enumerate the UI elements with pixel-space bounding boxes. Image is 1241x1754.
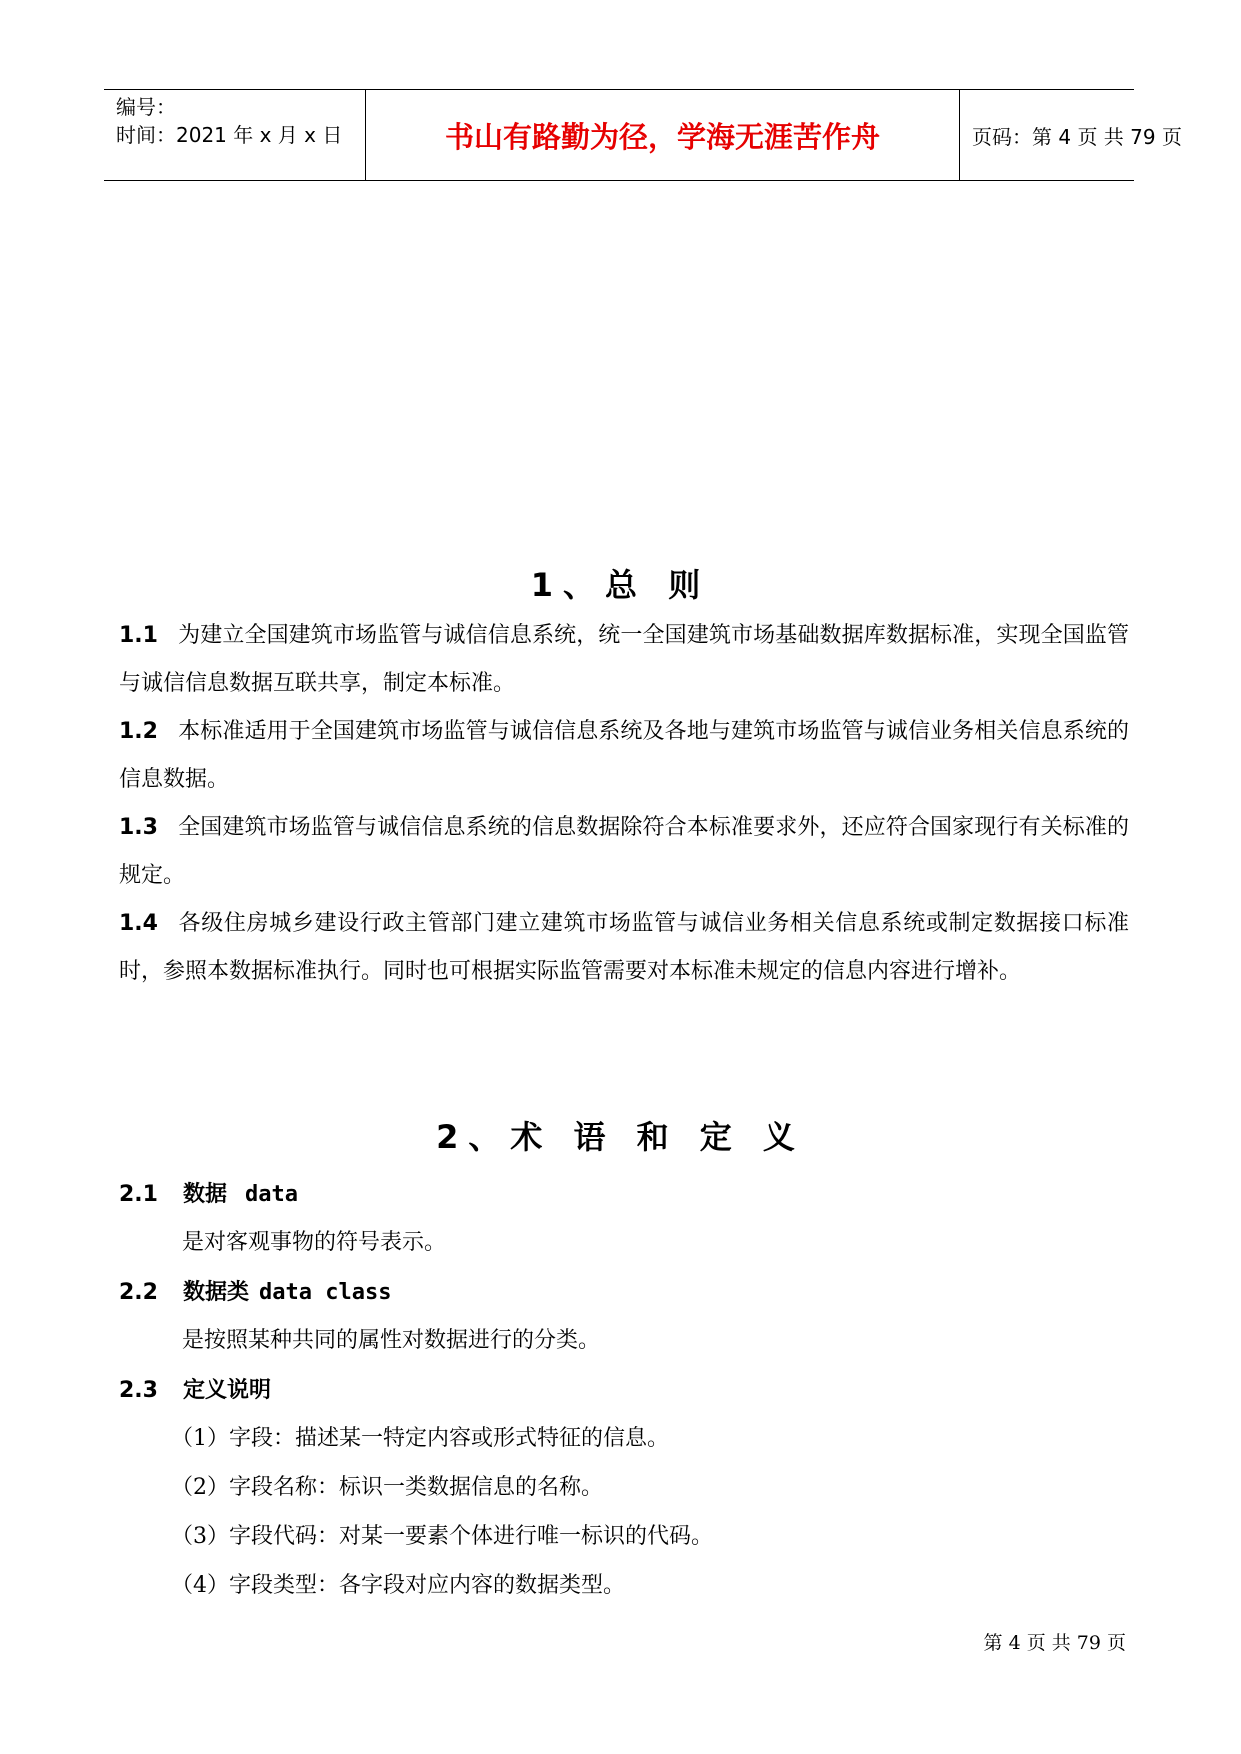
header-motto: 书山有路勤为径，学海无涯苦作舟: [366, 90, 960, 180]
paragraph-1-2: [119, 708, 1129, 804]
document-time: 时间：2021 年 x 月 x 日: [116, 123, 343, 147]
section-2-heading: 2、术 语 和 定 义: [436, 1118, 805, 1156]
term-2-2: [119, 1275, 391, 1306]
paragraph-1-1: [119, 612, 1129, 708]
paragraph-1-4: [119, 900, 1129, 996]
paragraph-text: 全国建筑市场监管与诚信信息系统的信息数据除符合本标准要求外，还应符合国家现行有关标准的规定。: [119, 815, 1129, 888]
term-number: 2.3: [119, 1378, 158, 1403]
footer-page-number: 第 4 页 共 79 页: [983, 1632, 1126, 1654]
paragraph-number: 1.2: [119, 719, 158, 744]
definition-item-2: （2）字段名称：标识一类数据信息的名称。: [171, 1475, 603, 1500]
paragraph-text: 本标准适用于全国建筑市场监管与诚信信息系统及各地与建筑市场监管与诚信业务相关信息系统的信息数据。: [119, 719, 1129, 792]
paragraph-number: 1.3: [119, 815, 158, 840]
term-name-en: data class: [259, 1280, 392, 1305]
definition-item-1: （1）字段：描述某一特定内容或形式特征的信息。: [171, 1426, 669, 1451]
definition-item-4: （4）字段类型：各字段对应内容的数据类型。: [171, 1573, 625, 1598]
header-page-number: 页码：第 4 页 共 79 页: [972, 124, 1182, 149]
term-name-zh: 数据类: [183, 1280, 250, 1305]
term-2-1-description: 是对客观事物的符号表示。: [182, 1230, 447, 1255]
term-2-3: [119, 1373, 271, 1404]
header-meta: [104, 90, 366, 180]
term-name-zh: 定义说明: [183, 1378, 272, 1403]
term-number: 2.1: [119, 1182, 158, 1207]
paragraph-1-3: [119, 804, 1129, 900]
term-name-zh: 数据: [183, 1182, 228, 1207]
document-number-label: 编号：: [116, 95, 176, 119]
definition-item-3: （3）字段代码：对某一要素个体进行唯一标识的代码。: [171, 1524, 713, 1549]
paragraph-number: 1.1: [119, 623, 158, 648]
paragraph-text: 各级住房城乡建设行政主管部门建立建筑市场监管与诚信业务相关信息系统或制定数据接口标准时，参照本数据标准执行。同时也可根据实际监管需要对本标准未规定的信息内容进行增补。: [119, 911, 1129, 984]
term-name-en: data: [245, 1182, 298, 1207]
term-2-1: [119, 1177, 298, 1208]
term-number: 2.2: [119, 1280, 158, 1305]
section-1-heading: 1、总 则: [530, 566, 711, 604]
paragraph-number: 1.4: [119, 911, 158, 936]
paragraph-text: 为建立全国建筑市场监管与诚信信息系统，统一全国建筑市场基础数据库数据标准，实现全国监管与诚信信息数据互联共享，制定本标准。: [119, 623, 1129, 696]
term-2-2-description: 是按照某种共同的属性对数据进行的分类。: [182, 1328, 601, 1353]
page-header: [104, 89, 1182, 181]
